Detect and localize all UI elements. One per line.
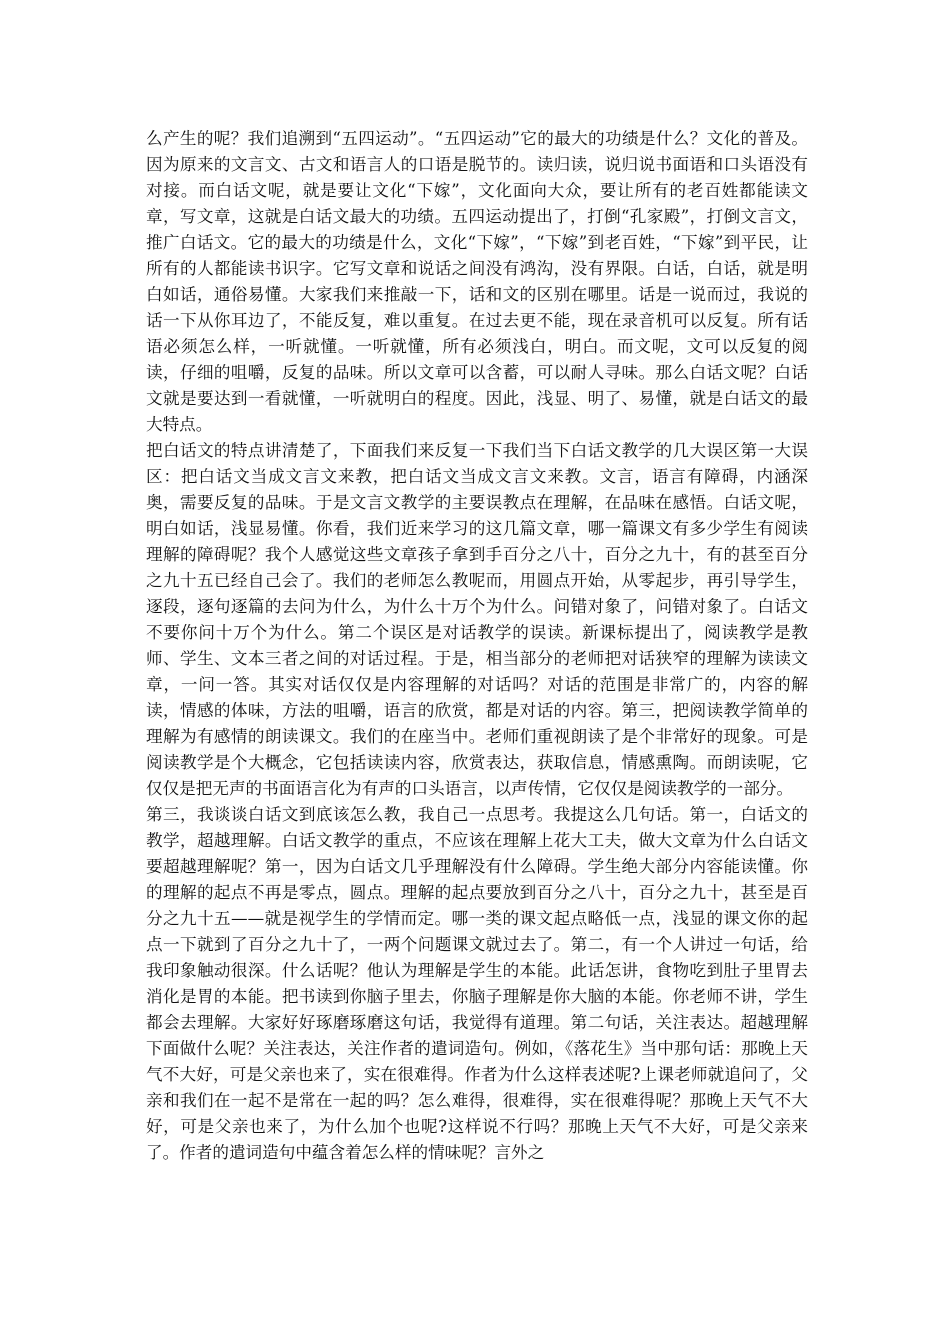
paragraph-1: 么产生的呢？我们追溯到“五四运动”。“五四运动”它的最大的功绩是什么？文化的普及。因为原来的文言文、古文和语言人的口语是脱节的。读归读，说归说书面语和口头语没有对接。而白话文呢，就是要让文化“下嫁”，文化面向大众，要让所有的老百姓都能读文章，写文章，这就是白话文最大的功绩。五四运动提出了，打倒“孔家殿”，打倒文言文，推广白话文。它的最大的功绩是什么，文化“下嫁”，“下嫁”到老百姓，“下嫁”到平民，让所有的人都能读书识字。它写文章和说话之间没有鸿沟，没有界限。白话，白话，就是明白如话，通俗易懂。大家我们来推敲一下，话和文的区别在哪里。话是一说而过，我说的话一下从你耳边了，不能反复，难以重复。在过去更不能，现在录音机可以反复。所有话语必须怎么样，一听就懂。一听就懂，所有必须浅白，明白。而文呢，文可以反复的阅读，仔细的咀嚼，反复的品味。所以文章可以含蓄，可以耐人寻味。那么白话文呢？白话文就是要达到一看就懂，一听就明白的程度。因此，浅显、明了、易懂，就是白话文的最大特点。 — [146, 129, 808, 434]
document-page — [146, 126, 808, 1166]
paragraph-2: 把白话文的特点讲清楚了，下面我们来反复一下我们当下白话文教学的几大误区第一大误区：把白话文当成文言文来教，把白话文当成文言文来教。文言，语言有障碍，内涵深奥，需要反复的品味。于是文言文教学的主要误教点在理解，在品味在感悟。白话文呢，明白如话，浅显易懂。你看，我们近来学习的这几篇文章，哪一篇课文有多少学生有阅读理解的障碍呢？我个人感觉这些文章孩子拿到手百分之八十，百分之九十，有的甚至百分之九十五已经自己会了。我们的老师怎么教呢而，用圆点开始，从零起步，再引导学生，逐段，逐句逐篇的去问为什么，为什么十万个为什么。问错对象了，问错对象了。白话文不要你问十万个为什么。第二个误区是对话教学的误读。新课标提出了，阅读教学是教师、学生、文本三者之间的对话过程。于是，相当部分的老师把对话狭窄的理解为读读文章，一问一答。其实对话仅仅是内容理解的对话吗？对话的范围是非常广的，内容的解读，情感的体味，方法的咀嚼，语言的欣赏，都是对话的内容。第三，把阅读教学简单的理解为有感情的朗读课文。我们的在座当中。老师们重视朗读了是个非常好的现象。可是阅读教学是个大概念，它包括读读内容，欣赏表达，获取信息，情感熏陶。而朗读呢，它仅仅是把无声的书面语言化为有声的口头语言，以声传情，它仅仅是阅读教学的一部分。 — [146, 441, 808, 798]
paragraph-3: 第三，我谈谈白话文到底该怎么教，我自己一点思考。我提这么几句话。第一，白话文的教学，超越理解。白话文教学的重点，不应该在理解上花大工夫，做大文章为什么白话文要超越理解呢？第一，因为白话文几乎理解没有什么障碍。学生绝大部分内容能读懂。你的理解的起点不再是零点，圆点。理解的起点要放到百分之八十，百分之九十，甚至是百分之九十五——就是视学生的学情而定。哪一类的课文起点略低一点，浅显的课文你的起点一下就到了百分之九十了，一两个问题课文就过去了。第二，有一个人讲过一句话，给我印象触动很深。什么话呢？他认为理解是学生的本能。此话怎讲，食物吃到肚子里胃去消化是胃的本能。把书读到你脑子里去，你脑子理解是你大脑的本能。你老师不讲，学生都会去理解。大家好好琢磨琢磨这句话，我觉得有道理。第二句话，关注表达。超越理解下面做什么呢？关注表达，关注作者的遣词造句。例如，《落花生》当中那句话：那晚上天气不大好，可是父亲也来了，实在很难得。作者为什么这样表述呢?上课老师就追问了，父亲和我们在一起不是常在一起的吗？怎么难得，很难得，实在很难得呢？那晚上天气不大好，可是父亲也来了，为什么加个也呢?这样说不行吗？那晚上天气不大好，可是父亲来了。作者的遣词造句中蕴含着怎么样的情味呢？言外之 — [146, 805, 808, 1162]
